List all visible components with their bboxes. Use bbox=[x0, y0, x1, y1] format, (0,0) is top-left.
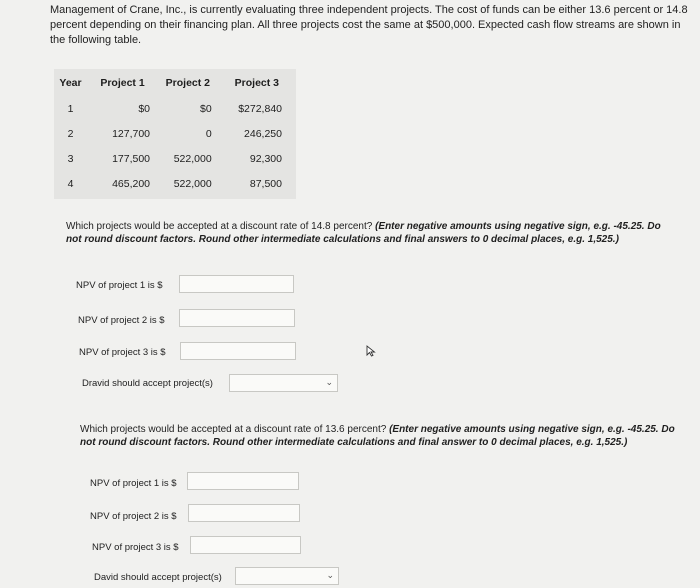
cell-project-1: 465,200 bbox=[112, 177, 151, 190]
cell-project-2: 0 bbox=[205, 127, 212, 140]
cell-project-3: 246,250 bbox=[244, 127, 282, 140]
npv-project-3-label: NPV of project 3 is $ bbox=[79, 347, 166, 358]
cell-project-1: $0 bbox=[138, 102, 151, 115]
accept-projects-select[interactable] bbox=[229, 374, 338, 392]
header-year: Year bbox=[59, 76, 82, 89]
npv-project-1-label: NPV of project 1 is $ bbox=[90, 478, 177, 489]
npv-project-2-label: NPV of project 2 is $ bbox=[78, 315, 165, 326]
question-instruction: (Enter negative amounts using negative sign, e.g. -45.25. Do not round discount factors. Round other intermediate calculations and final answers to 0 decimal places, e.g. 1,525.) bbox=[66, 221, 661, 245]
cell-project-3: $272,840 bbox=[238, 102, 282, 115]
question-14-8 bbox=[66, 220, 676, 246]
table-row bbox=[54, 171, 296, 196]
cash-flow-table bbox=[54, 69, 296, 199]
npv-project-2-input[interactable] bbox=[179, 309, 295, 327]
header-project-1: Project 1 bbox=[100, 76, 145, 89]
cell-year: 4 bbox=[67, 177, 74, 190]
cell-year: 2 bbox=[67, 127, 74, 140]
table-row bbox=[54, 146, 296, 171]
npv-project-2-label: NPV of project 2 is $ bbox=[90, 511, 177, 522]
question-text: Which projects would be accepted at a discount rate of 14.8 percent? bbox=[66, 221, 373, 232]
cell-project-2: 522,000 bbox=[173, 177, 212, 190]
table-row bbox=[54, 96, 296, 121]
header-project-2: Project 2 bbox=[165, 76, 211, 89]
cell-project-1: 127,700 bbox=[112, 127, 151, 140]
table-row bbox=[54, 121, 296, 146]
cell-project-1: 177,500 bbox=[112, 152, 151, 165]
npv-project-3-input[interactable] bbox=[190, 536, 301, 554]
cell-year: 1 bbox=[67, 102, 74, 115]
accept-projects-label: David should accept project(s) bbox=[94, 572, 222, 583]
npv-project-3-input[interactable] bbox=[180, 342, 296, 360]
chevron-down-icon: ⌄ bbox=[325, 377, 333, 387]
accept-projects-label: Dravid should accept project(s) bbox=[82, 378, 213, 389]
table-header-row bbox=[54, 69, 296, 96]
cell-project-3: 92,300 bbox=[249, 152, 282, 165]
question-13-6 bbox=[80, 423, 680, 449]
cell-project-2: 522,000 bbox=[173, 152, 212, 165]
header-project-3: Project 3 bbox=[234, 76, 280, 89]
npv-project-1-label: NPV of project 1 is $ bbox=[76, 280, 163, 291]
accept-projects-select[interactable] bbox=[235, 567, 339, 585]
problem-statement: Management of Crane, Inc., is currently evaluating three independent projects. The cost of funds can be either 13.6 percent or 14.8 percent depending on their financing plan. All three projects cost the same at $500,000. Expected cash flow streams are shown in the following table. bbox=[50, 4, 688, 46]
mouse-pointer-icon bbox=[366, 345, 376, 357]
question-instruction: (Enter negative amounts using negative sign, e.g. -45.25. Do not round discount factors. Round other intermediate calculations and final answer to 0 decimal places, e.g. 1,525.) bbox=[80, 424, 675, 448]
npv-project-1-input[interactable] bbox=[187, 472, 299, 490]
chevron-down-icon: ⌄ bbox=[326, 570, 334, 580]
question-text: Which projects would be accepted at a discount rate of 13.6 percent? bbox=[80, 424, 387, 435]
cell-project-2: $0 bbox=[199, 102, 212, 115]
cell-year: 3 bbox=[67, 152, 74, 165]
cell-project-3: 87,500 bbox=[249, 177, 282, 190]
cash-flow-grid bbox=[54, 69, 296, 196]
npv-project-2-input[interactable] bbox=[188, 504, 300, 522]
npv-project-3-label: NPV of project 3 is $ bbox=[92, 542, 179, 553]
npv-project-1-input[interactable] bbox=[179, 275, 294, 293]
